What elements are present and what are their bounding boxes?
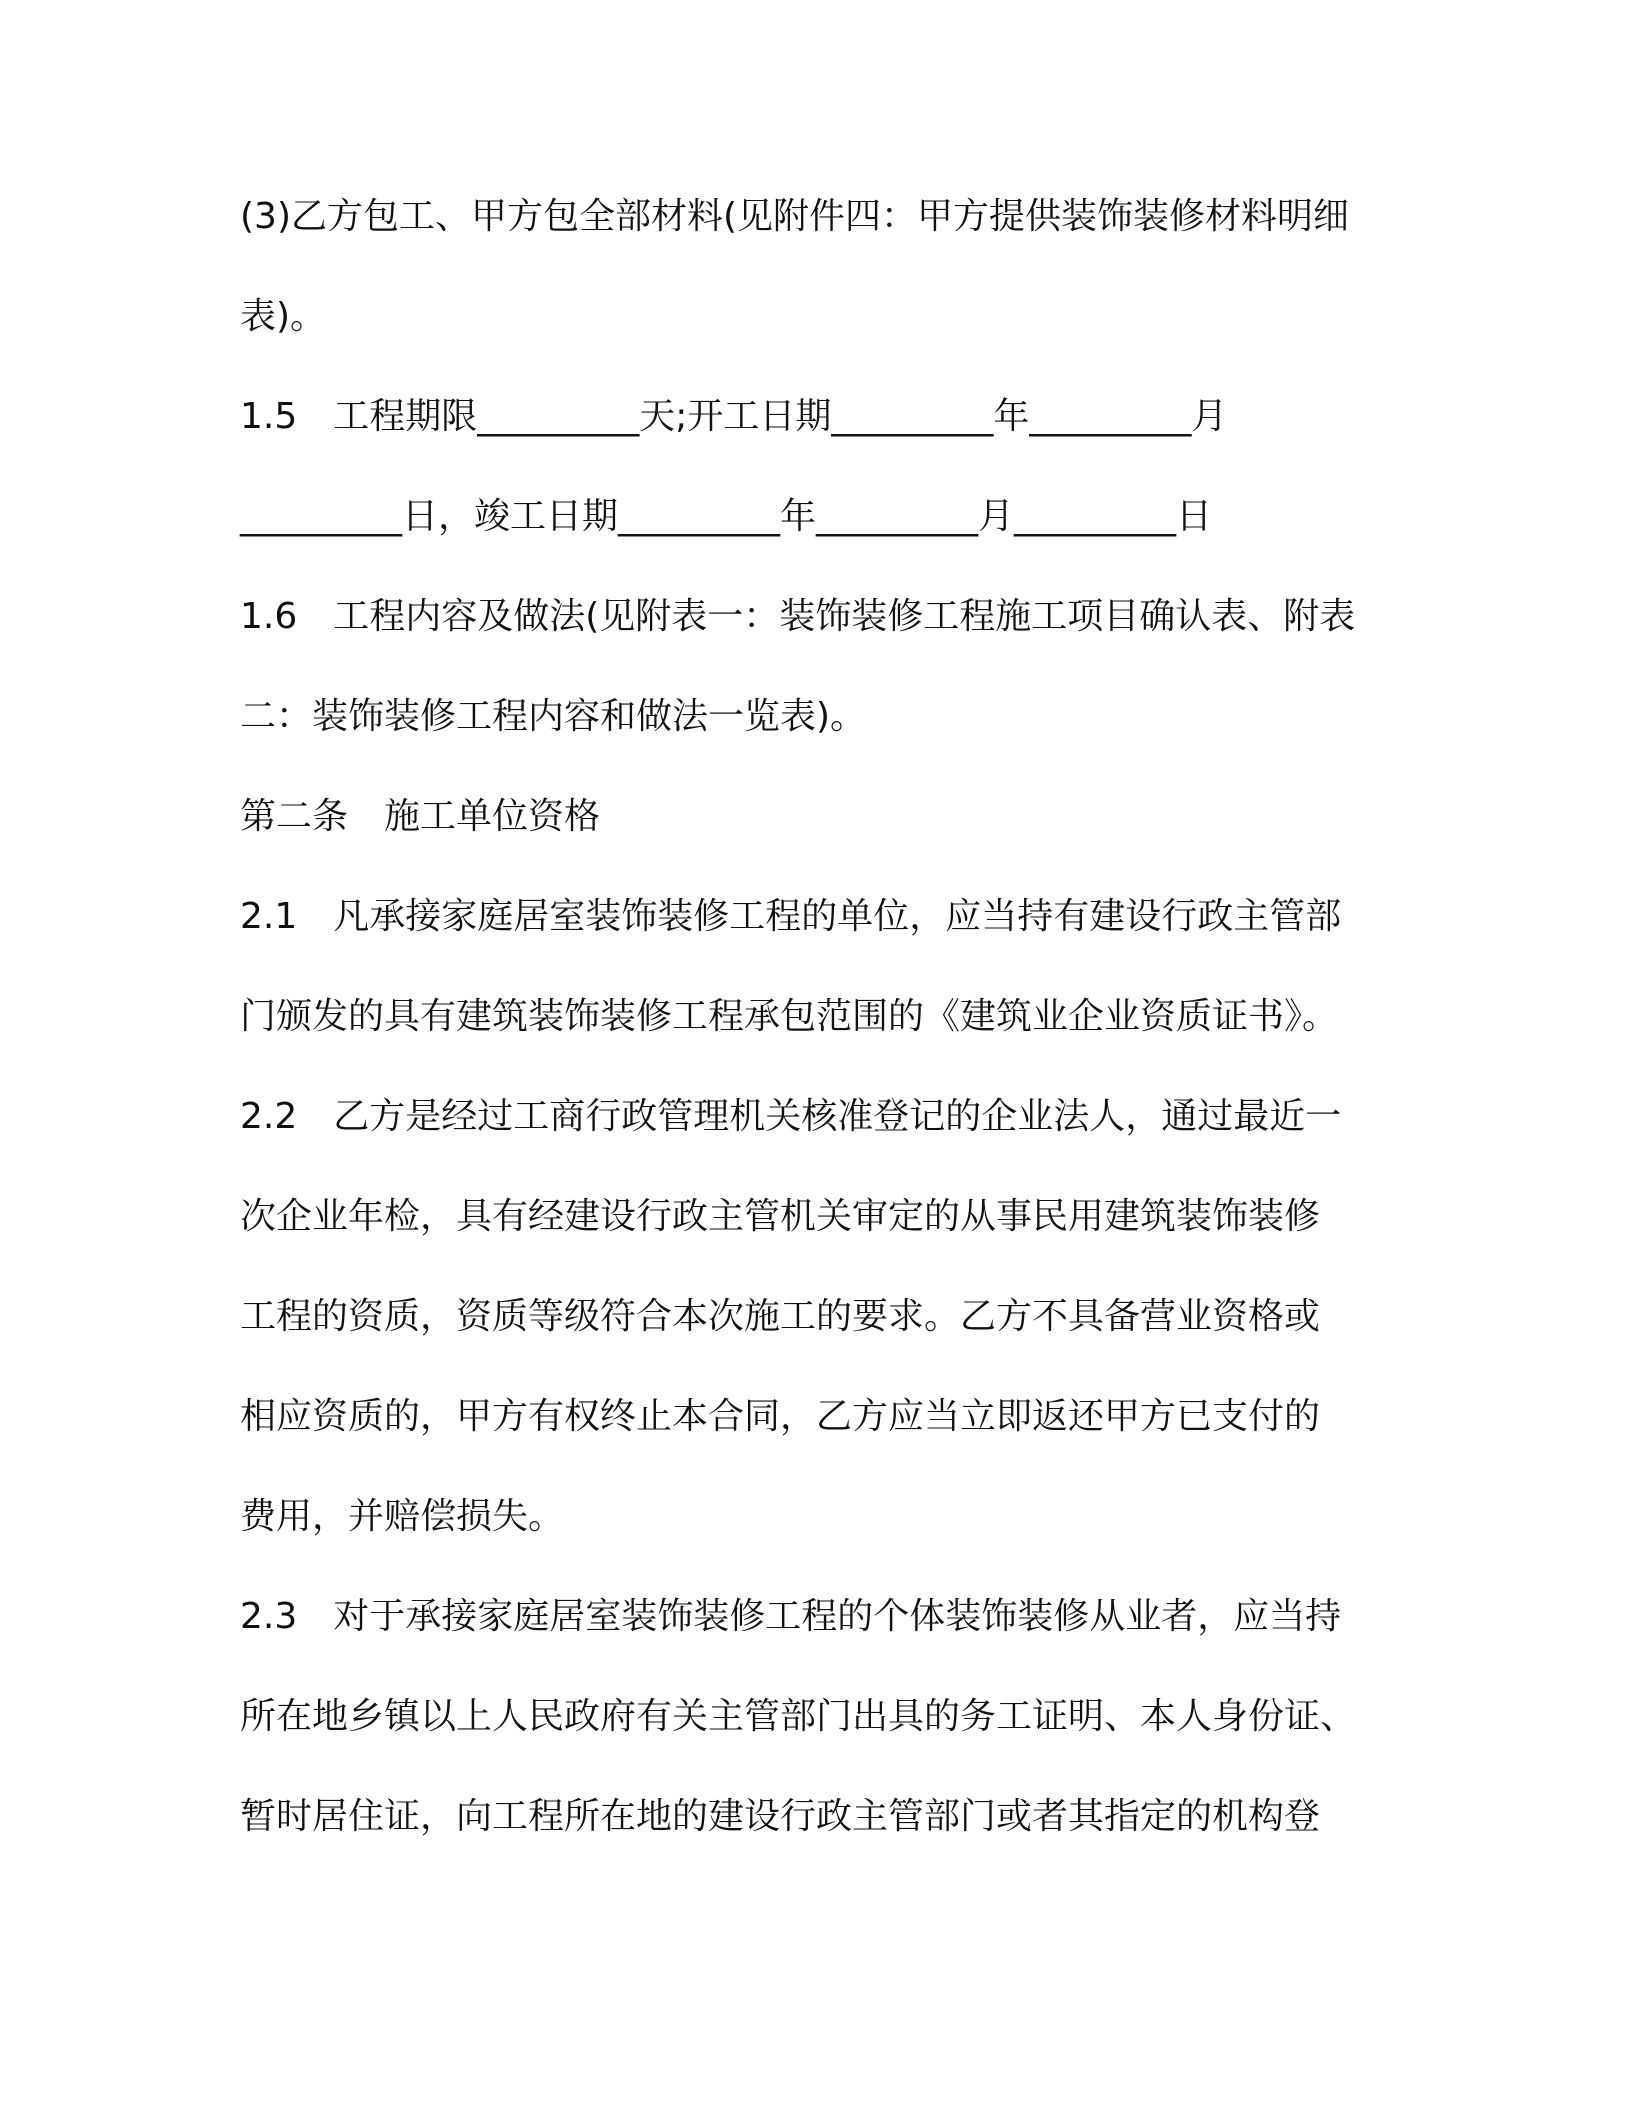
text-line-5: 1.6 工程内容及做法(见附表一：装饰装修工程施工项目确认表、附表: [240, 596, 1356, 637]
text-line-11: 次企业年检，具有经建设行政主管机关审定的从事民用建筑装饰装修: [240, 1196, 1321, 1237]
text-line-3: 1.5 工程期限_________天;开工日期_________年_________月: [240, 396, 1228, 437]
section-heading: 第二条 施工单位资格: [240, 796, 601, 837]
text-line-16: 所在地乡镇以上人民政府有关主管部门出具的务工证明、本人身份证、: [240, 1696, 1357, 1737]
text-line-6: 二：装饰装修工程内容和做法一览表)。: [240, 696, 867, 737]
text-line-15: 2.3 对于承接家庭居室装饰装修工程的个体装饰装修从业者，应当持: [240, 1596, 1342, 1637]
text-line-2: 表)。: [240, 296, 327, 337]
text-line-9: 门颁发的具有建筑装饰装修工程承包范围的《建筑业企业资质证书》。: [240, 996, 1339, 1037]
text-line-12: 工程的资质，资质等级符合本次施工的要求。乙方不具备营业资格或: [240, 1296, 1321, 1337]
text-line-4: _________日，竣工日期_________年_________月_________日: [240, 496, 1213, 537]
text-line-8: 2.1 凡承接家庭居室装饰装修工程的单位，应当持有建设行政主管部: [240, 896, 1342, 937]
text-line-13: 相应资质的，甲方有权终止本合同，乙方应当立即返还甲方已支付的: [240, 1396, 1321, 1437]
text-line-14: 费用，并赔偿损失。: [240, 1496, 565, 1537]
text-line-10: 2.2 乙方是经过工商行政管理机关核准登记的企业法人，通过最近一: [240, 1096, 1342, 1137]
text-line-1: (3)乙方包工、甲方包全部材料(见附件四：甲方提供装饰装修材料明细: [240, 196, 1350, 237]
text-line-17: 暂时居住证，向工程所在地的建设行政主管部门或者其指定的机构登: [240, 1796, 1321, 1837]
